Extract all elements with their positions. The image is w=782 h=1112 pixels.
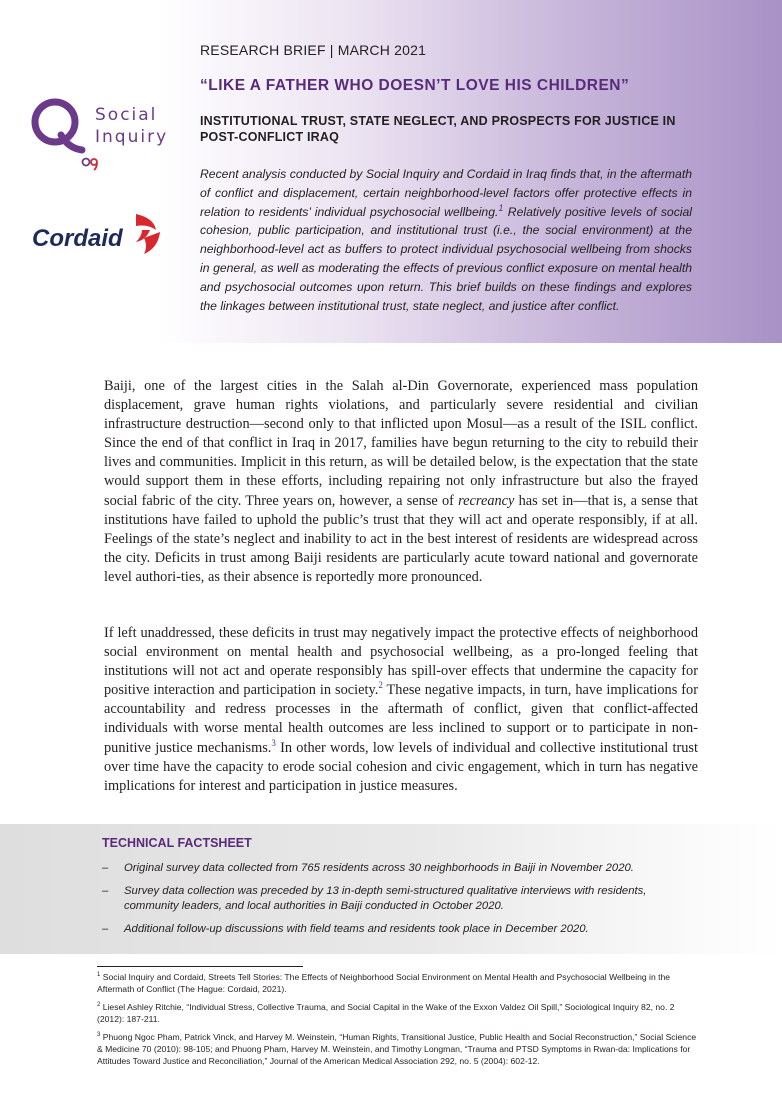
factsheet-item-text: Original survey data collected from 765 residents across 30 neighborhoods in Baiji in November 2020. bbox=[124, 862, 634, 874]
footnote-ref-3[interactable]: 3 bbox=[271, 737, 276, 748]
p1-text-a: Baiji, one of the largest cities in the Salah al-Din Governorate, experienced mass population displacement, grave human rights violations, and particularly severe residential and civilian infrastructure destruction—second only to that inflicted upon Mosul—as a result of the ISIL conflict. Since the end of that conflict in Iraq in 2017, families have begun returning to the city to rebuild their lives and communities. Implicit in this return, as will be detailed below, is the expectation that the state would support them in these efforts, including repairing not only infrastructure but also the frayed social fabric of the city. Three years on, however, a sense of bbox=[104, 378, 698, 509]
factsheet-item bbox=[102, 922, 702, 937]
factsheet-title: TECHNICAL FACTSHEET bbox=[102, 836, 252, 850]
footnote-ref-1[interactable]: 1 bbox=[498, 202, 504, 213]
p2-text-c: In other words, low levels of individual and collective institutional trust over time have the capacity to erode social cohesion and civic engagement, which in turn has negative implications for interest and participation in justice measures. bbox=[104, 739, 698, 794]
factsheet-dash: – bbox=[102, 862, 109, 874]
p2-text-a: If left unaddressed, these deficits in trust may negatively impact the protective effects of neighborhood social environment on mental health and psychosocial wellbeing, as a pro-longed feeling that institutions will not act and operate responsibly has spill-over effects that undermine the capacity for positive interaction and participation in society. bbox=[104, 625, 698, 699]
footnote-number: 3 bbox=[97, 1032, 101, 1039]
brief-title: “LIKE A FATHER WHO DOESN’T LOVE HIS CHILDREN” bbox=[200, 77, 630, 94]
footnote-text: Phuong Ngoc Pham, Patrick Vinck, and Harvey M. Weinstein, “Human Rights, Transitional Justice, Public Health and Social Reconstruction,” Social Science & Medicine 70 (2010): 98-105; and Phuong Pham, Harvey M. Weinstein, and Timothy Longman, “Trauma and PTSD Symptoms in Rwan-da: Implications for Attitudes Toward Justice and Reconciliation,” Journal of the American Medical Association 292, no. 5 (2004): 602-12. bbox=[97, 1032, 697, 1066]
social-inquiry-logo-word2: Inquiry bbox=[95, 127, 169, 147]
technical-factsheet bbox=[0, 824, 782, 954]
footnote-ref-2[interactable]: 2 bbox=[378, 680, 383, 691]
p2-text-b: These negative impacts, in turn, have implications for accountability and redress processes in the aftermath of conflict, given that conflict-affected individuals with worse mental health outcomes are less inclined to support or to participate in non-punitive justice mechanisms. bbox=[104, 682, 699, 756]
brief-kicker: RESEARCH BRIEF | MARCH 2021 bbox=[200, 42, 427, 58]
footnotes bbox=[97, 971, 701, 1073]
factsheet-list bbox=[102, 861, 702, 945]
p1-emphasis: recreancy bbox=[458, 492, 515, 509]
footnote-divider bbox=[97, 966, 303, 967]
social-inquiry-logo-word1: Social bbox=[95, 105, 158, 125]
cordaid-logo bbox=[32, 210, 172, 260]
brief-subtitle: INSTITUTIONAL TRUST, STATE NEGLECT, AND PROSPECTS FOR JUSTICE IN POST-CONFLICT IRAQ bbox=[200, 114, 676, 144]
p1-text-b: has set in—that is, a sense that institutions have failed to uphold the public’s trust that they will act and operate responsibly, if at all. Feelings of the state’s neglect and inability to act in the best interest of residents are widespread across the city. Deficits in trust among Baiji residents are particularly acute toward national and governorate level authori-ties, as their absence is reportedly more pronounced. bbox=[104, 492, 698, 585]
body-paragraph-1 bbox=[104, 377, 698, 587]
header-banner bbox=[0, 0, 782, 343]
footnote-number: 1 bbox=[97, 972, 101, 979]
footnote-2 bbox=[97, 1001, 701, 1025]
footnote-text: Liesel Ashley Ritchie, “Individual Stress, Collective Trauma, and Social Capital in the Wake of the Exxon Valdez Oil Spill,” Sociological Inquiry 82, no. 2 (2012): 187-211. bbox=[97, 1002, 675, 1024]
abstract-text-1: Recent analysis conducted by Social Inquiry and Cordaid in Iraq finds that, in the aftermath of conflict and displacement, certain neighborhood-level factors offer protective effects in relation to residents’ individual psychosocial wellbeing. bbox=[200, 167, 692, 219]
factsheet-item-text: Additional follow-up discussions with field teams and residents took place in December 2020. bbox=[124, 923, 589, 935]
factsheet-item bbox=[102, 884, 702, 914]
footnote-1 bbox=[97, 971, 701, 995]
social-inquiry-logo bbox=[28, 92, 178, 182]
footnote-text: Social Inquiry and Cordaid, Streets Tell Stories: The Effects of Neighborhood Social Environment on Mental Health and Psychosocial Wellbeing in the Aftermath of Conflict (The Hague: Cordaid, 2021). bbox=[97, 972, 671, 994]
footnote-3 bbox=[97, 1031, 701, 1067]
abstract-text-2: Relatively positive levels of social cohesion, public participation, and institutional trust (i.e., the social environment) at the neighborhood-level act as buffers to protect individual psychosocial wellbeing from shocks in general, as well as moderating the effects of previous conflict exposure on mental health and psychosocial outcomes upon return. This brief builds on these findings and explores the linkages between institutional trust, state neglect, and justice after conflict. bbox=[200, 204, 692, 313]
factsheet-dash: – bbox=[102, 885, 109, 897]
factsheet-item-text: Survey data collection was preceded by 13 in-depth semi-structured qualitative interviews with residents, community leaders, and local authorities in Baiji conducted in October 2020. bbox=[124, 885, 647, 912]
factsheet-item bbox=[102, 861, 702, 876]
brief-abstract bbox=[200, 165, 692, 315]
cordaid-logo-word: Cordaid bbox=[32, 225, 123, 252]
factsheet-dash: – bbox=[102, 923, 109, 935]
body-paragraph-2 bbox=[104, 624, 698, 796]
footnote-number: 2 bbox=[97, 1002, 101, 1009]
